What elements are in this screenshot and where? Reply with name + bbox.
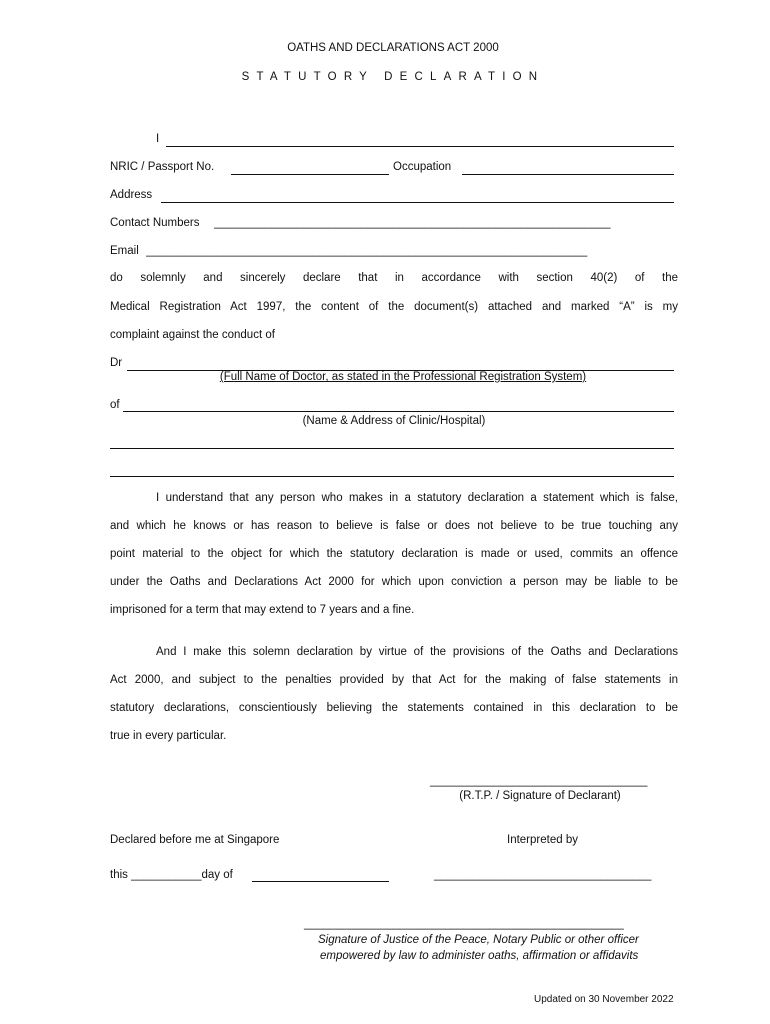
declarant-signature-line[interactable]: __________________________________ xyxy=(430,775,648,787)
this-day-line xyxy=(110,869,233,881)
clinic-address-line-2[interactable] xyxy=(110,448,674,449)
updated-date: Updated on 30 November 2022 xyxy=(534,994,674,1005)
month-year-field[interactable] xyxy=(252,881,389,882)
address-field[interactable] xyxy=(161,202,674,203)
day-blank[interactable]: ___________ xyxy=(131,869,202,881)
paragraph-1-line-5: imprisoned for a term that may extend to 7 years and a fine. xyxy=(110,604,415,616)
declarant-signature-caption: (R.T.P. / Signature of Declarant) xyxy=(459,790,621,802)
declaration-word: and xyxy=(203,272,223,284)
declaration-word: solemnly xyxy=(140,272,186,284)
declaration-word: do xyxy=(110,272,123,284)
declaration-word: that xyxy=(358,272,378,284)
declaration-word: sincerely xyxy=(240,272,286,284)
day-of-label: day of xyxy=(201,869,233,881)
interpreted-by-label: Interpreted by xyxy=(507,834,578,846)
declared-before-label: Declared before me at Singapore xyxy=(110,834,280,846)
this-label: this xyxy=(110,869,128,881)
document-title: STATUTORY DECLARATION xyxy=(241,71,545,83)
paragraph-1-line-2: and which he knows or has reason to believe is false or does not believe to be true touching any xyxy=(110,520,678,532)
nric-field[interactable] xyxy=(231,174,389,175)
address-label: Address xyxy=(110,189,153,201)
declaration-word: 40(2) xyxy=(590,272,618,284)
clinic-field[interactable] xyxy=(123,411,674,412)
contact-label: Contact Numbers xyxy=(110,217,200,229)
name-field[interactable] xyxy=(166,146,674,147)
jp-signature-line[interactable]: __________________________________________________ xyxy=(304,918,624,930)
doctor-name-caption: (Full Name of Doctor, as stated in the Professional Registration System) xyxy=(219,371,587,383)
paragraph-1-line-3: point material to the object for which the statutory declaration is made or used, commits an offence xyxy=(110,548,678,560)
paragraph-2-line-3: statutory declarations, conscientiously believing the statements contained in this declaration to be xyxy=(110,702,678,714)
paragraph-2-line-2: Act 2000, and subject to the penalties provided by that Act for the making of false statements in xyxy=(110,674,678,686)
declaration-word: in xyxy=(394,272,404,284)
contact-field[interactable]: ______________________________________________________________ xyxy=(214,217,611,229)
nric-label: NRIC / Passport No. xyxy=(110,161,215,173)
declaration-word: the xyxy=(662,272,678,284)
declaration-word: with xyxy=(498,272,519,284)
jp-caption-line-2: empowered by law to administer oaths, affirmation or affidavits xyxy=(320,950,639,962)
email-label: Email xyxy=(110,245,139,257)
paragraph-1-line-4: under the Oaths and Declarations Act 2000 for which upon conviction a person may be liable to be xyxy=(110,576,678,588)
dr-label: Dr xyxy=(110,357,123,369)
paragraph-1-line-1: I understand that any person who makes in a statutory declaration a statement which is false, xyxy=(156,492,678,504)
declaration-line-2: Medical Registration Act 1997, the content of the document(s) attached and marked “A” is my xyxy=(110,301,678,313)
clinic-caption: (Name & Address of Clinic/Hospital) xyxy=(302,415,486,427)
clinic-address-line-3[interactable] xyxy=(110,476,674,477)
declaration-word: accordance xyxy=(421,272,481,284)
occupation-field[interactable] xyxy=(462,174,674,175)
paragraph-2-line-4: true in every particular. xyxy=(110,730,227,742)
paragraph-2-line-1: And I make this solemn declaration by virtue of the provisions of the Oaths and Declarations xyxy=(156,646,678,658)
act-title: OATHS AND DECLARATIONS ACT 2000 xyxy=(287,42,499,54)
occupation-label: Occupation xyxy=(393,161,452,173)
jp-caption-line-1: Signature of Justice of the Peace, Notary Public or other officer xyxy=(318,934,639,946)
declaration-line-3: complaint against the conduct of xyxy=(110,329,275,341)
of-label: of xyxy=(110,399,120,411)
declaration-word: declare xyxy=(302,272,341,284)
i-label: I xyxy=(156,133,160,145)
declaration-word: of xyxy=(634,272,645,284)
interpreter-signature-line[interactable]: __________________________________ xyxy=(434,869,652,881)
declaration-word: section xyxy=(536,272,573,284)
email-field[interactable]: _____________________________________________________________________ xyxy=(146,245,588,257)
declaration-line-1 xyxy=(110,272,678,284)
